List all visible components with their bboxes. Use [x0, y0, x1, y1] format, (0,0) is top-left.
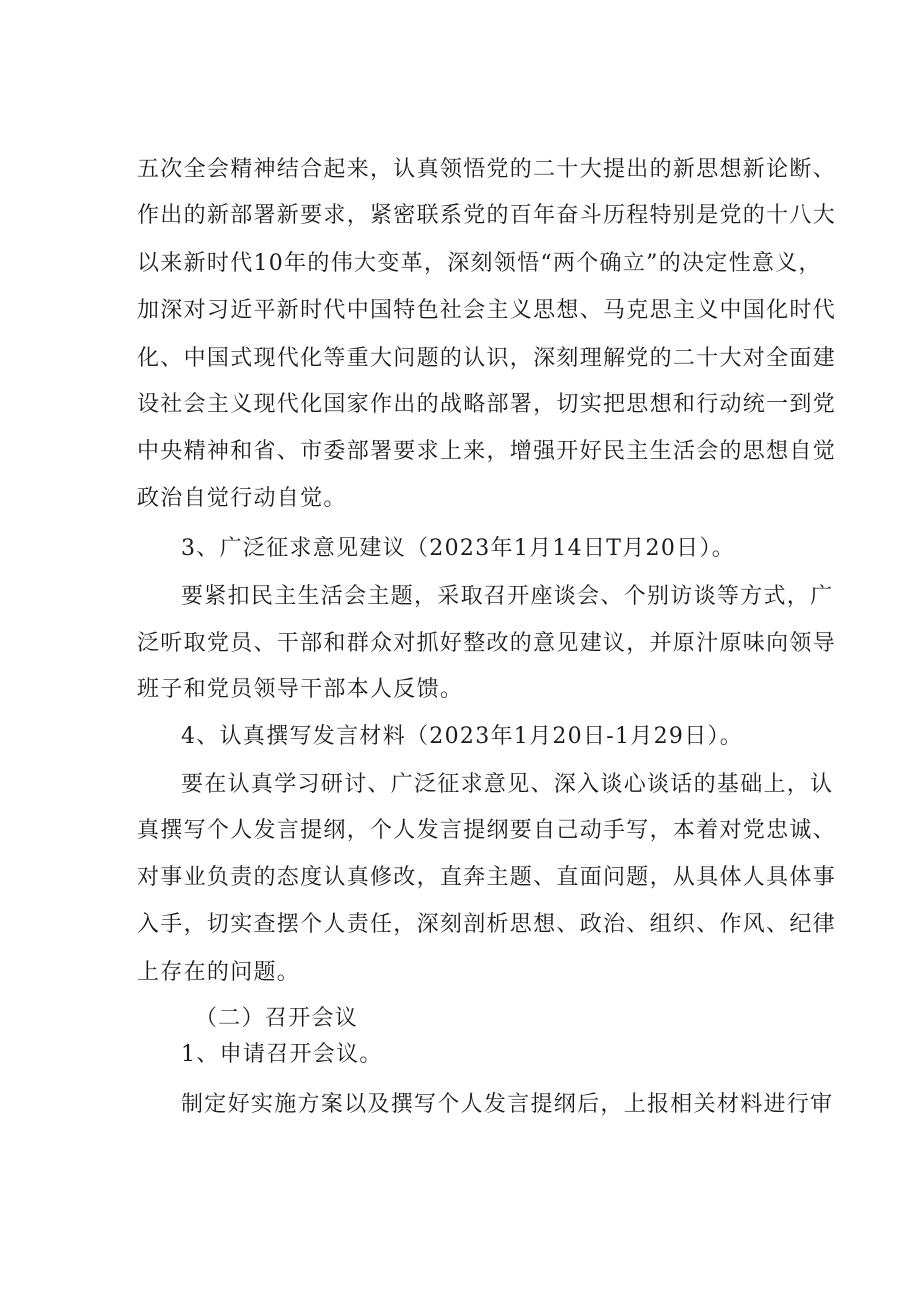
- paragraph-line: 泛听取党员、干部和群众对抓好整改的意见建议，并原汁原味向领导: [137, 631, 837, 656]
- item-heading-3: 3、广泛征求意见建议（2023年1月14日T月20日）。: [181, 536, 736, 561]
- paragraph-line: 五次全会精神结合起来，认真领悟党的二十大提出的新思想新论断、: [137, 157, 837, 182]
- paragraph-line: 要紧扣民主生活会主题，采取召开座谈会、个别访谈等方式，广: [181, 584, 834, 609]
- paragraph-line: 上存在的问题。: [137, 960, 301, 985]
- paragraph-line: 作出的新部署新要求，紧密联系党的百年奋斗历程特别是党的十八大: [137, 203, 837, 228]
- paragraph-line: 设社会主义现代化国家作出的战略部署，切实把思想和行动统一到党: [137, 392, 837, 417]
- item-heading-1: 1、申请召开会议。: [181, 1042, 383, 1067]
- section-heading: （二）召开会议: [195, 1006, 359, 1031]
- paragraph-line: 化、中国式现代化等重大问题的认识，深刻理解党的二十大对全面建: [137, 346, 837, 371]
- paragraph-line: 真撰写个人发言提纲，个人发言提纲要自己动手写，本着对党忠诚、: [137, 818, 837, 843]
- paragraph-line: 中央精神和省、市委部署要求上来，增强开好民主生活会的思想自觉: [137, 439, 837, 464]
- item-heading-4: 4、认真撰写发言材料（2023年1月20日-1月29日）。: [181, 724, 744, 749]
- paragraph-line: 以来新时代10年的伟大变革，深刻领悟“两个确立”的决定性意义，: [137, 251, 822, 276]
- paragraph-line: 加深对习近平新时代中国特色社会主义思想、马克思主义中国化时代: [137, 298, 837, 323]
- paragraph-line: 对事业负责的态度认真修改，直奔主题、直面问题，从具体人具体事: [137, 865, 837, 890]
- paragraph-line: 入手，切实查摆个人责任，深刻剖析思想、政治、组织、作风、纪律: [137, 912, 837, 937]
- paragraph-line: 班子和党员领导干部本人反馈。: [137, 677, 464, 702]
- paragraph-line: 制定好实施方案以及撰写个人发言提纲后，上报相关材料进行审: [181, 1092, 834, 1117]
- paragraph-line: 要在认真学习研讨、广泛征求意见、深入谈心谈话的基础上，认: [181, 772, 834, 797]
- paragraph-line: 政治自觉行动自觉。: [137, 486, 347, 511]
